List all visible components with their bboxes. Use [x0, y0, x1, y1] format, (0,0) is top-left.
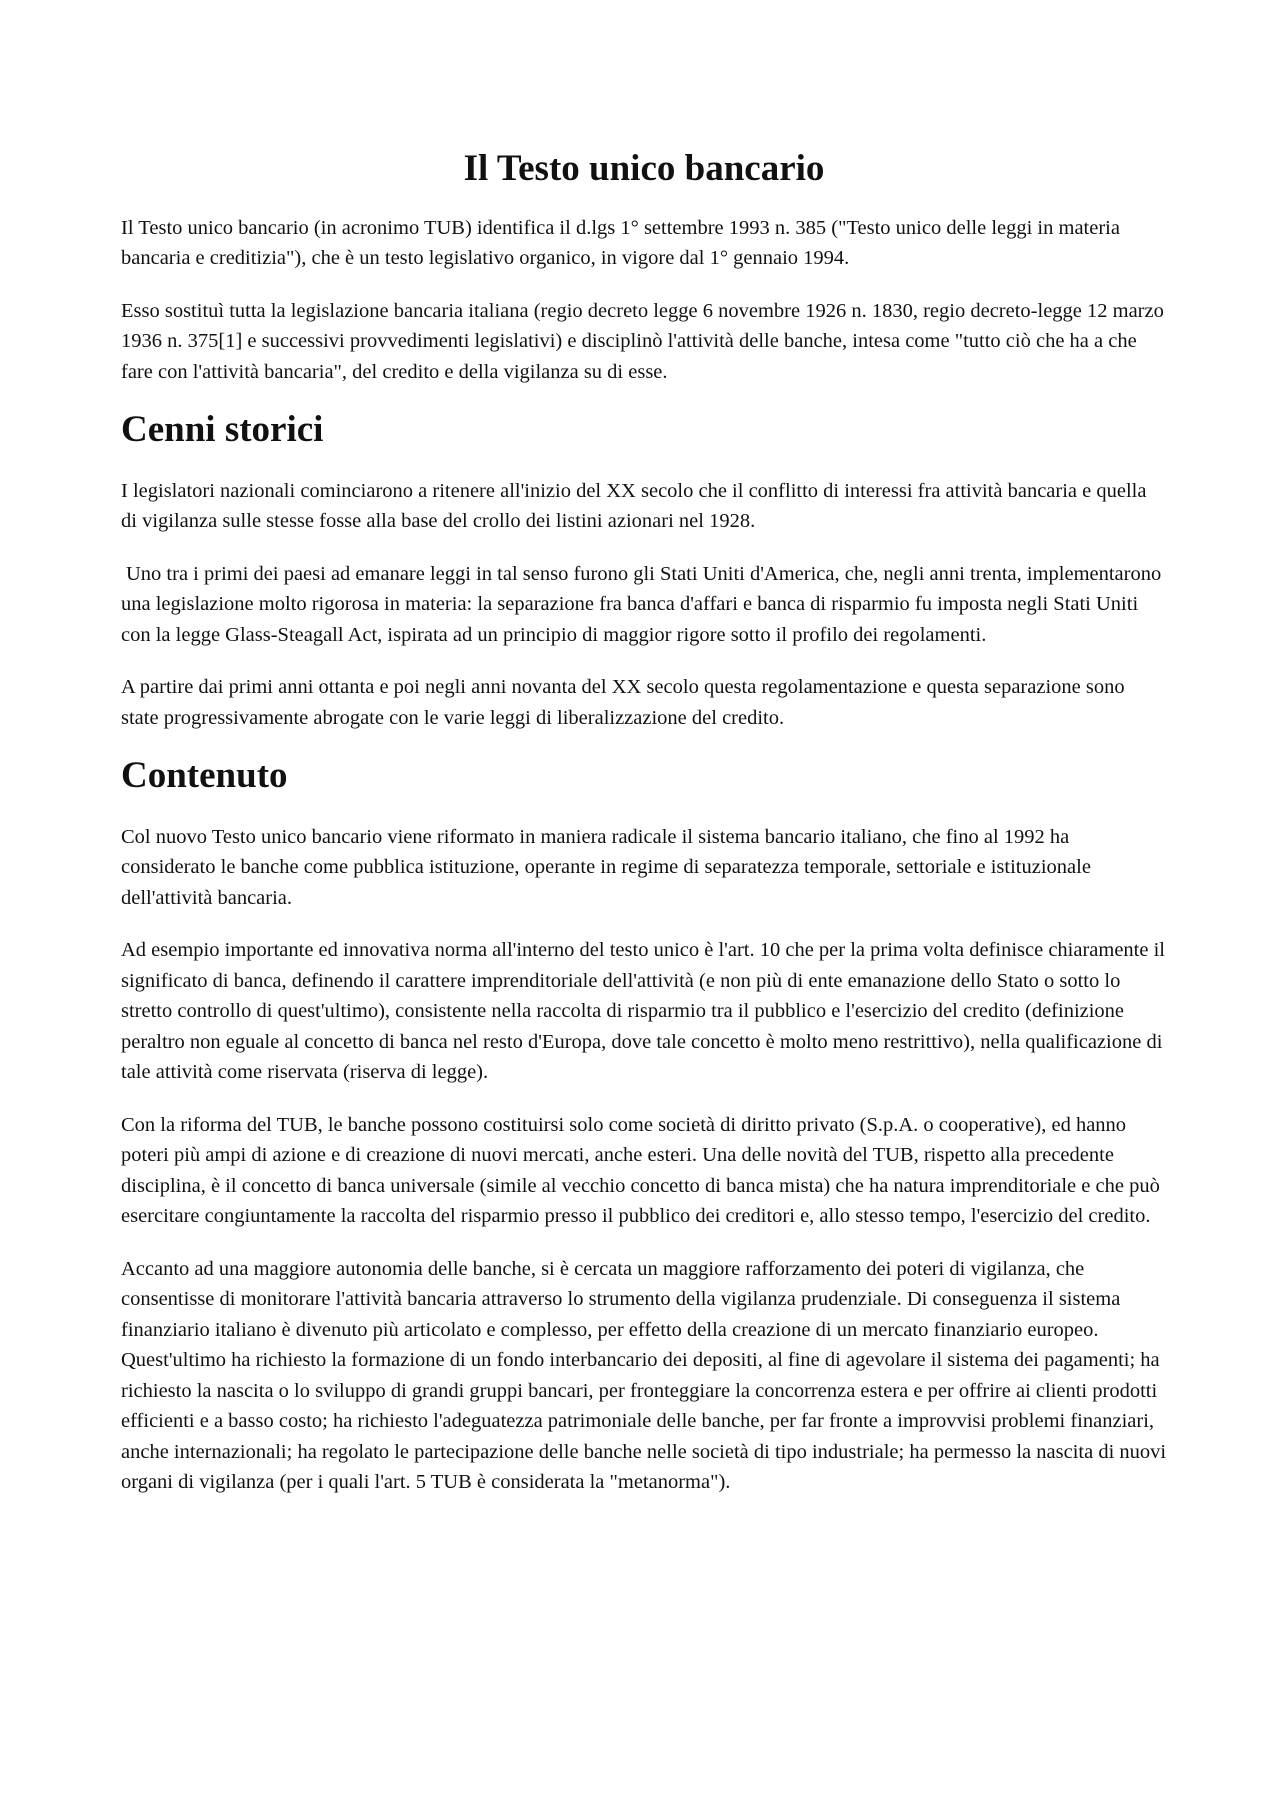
- section-paragraph: Col nuovo Testo unico bancario viene riformato in maniera radicale il sistema bancario italiano, che fino al 1992 ha considerato le banche come pubblica istituzione, operante in regime di separatezza temporale, settoriale e istituzionale dell'attività bancaria.: [121, 825, 1091, 909]
- intro-paragraph: Esso sostituì tutta la legislazione bancaria italiana (regio decreto legge 6 novembre 1926 n. 1830, regio decreto-legge 12 marzo 1936 n. 375[1] e successivi provvedimenti legislativi) e disciplinò l'attività delle banche, intesa come "tutto ciò che ha a che fare con l'attività bancaria", del credito e della vigilanza su di esse.: [121, 299, 1164, 383]
- section-heading-contenuto: Contenuto: [121, 755, 288, 797]
- document-title: Il Testo unico bancario: [463, 148, 825, 189]
- intro-paragraph: Il Testo unico bancario (in acronimo TUB) identifica il d.lgs 1° settembre 1993 n. 385 ("Testo unico delle leggi in materia bancaria e creditizia"), che è un testo legislativo organico, in vigore dal 1° gennaio 1994.: [121, 216, 1120, 270]
- document-page: [121, 148, 1167, 1520]
- section-paragraph: Con la riforma del TUB, le banche possono costituirsi solo come società di diritto privato (S.p.A. o cooperative), ed hanno poteri più ampi di azione e di creazione di nuovi mercati, anche esteri. Una delle novità del TUB, rispetto alla precedente disciplina, è il concetto di banca universale (simile al vecchio concetto di banca mista) che ha natura imprenditoriale e che può esercitare congiuntamente la raccolta del risparmio presso il pubblico dei creditori e, allo stesso tempo, l'esercizio del credito.: [121, 1113, 1160, 1228]
- section-paragraph: Ad esempio importante ed innovativa norma all'interno del testo unico è l'art. 10 che per la prima volta definisce chiaramente il significato di banca, definendo il carattere imprenditoriale dell'attività (e non più di ente emanazione dello Stato o sotto lo stretto controllo di quest'ultimo), consistente nella raccolta di risparmio tra il pubblico e l'esercizio del credito (definizione peraltro non eguale al concetto di banca nel resto d'Europa, dove tale concetto è molto meno restrittivo), nella qualificazione di tale attività come riservata (riserva di legge).: [121, 939, 1165, 1084]
- section-paragraph: A partire dai primi anni ottanta e poi negli anni novanta del XX secolo questa regolamentazione e questa separazione sono state progressivamente abrogate con le varie leggi di liberalizzazione del credito.: [121, 676, 1125, 729]
- section-paragraph: Uno tra i primi dei paesi ad emanare leggi in tal senso furono gli Stati Uniti d'America, che, negli anni trenta, implementarono una legislazione molto rigorosa in materia: la separazione fra banca d'affari e banca di risparmio fu imposta negli Stati Uniti con la legge Glass-Steagall Act, ispirata ad un principio di maggior rigore sotto il profilo dei regolamenti.: [121, 562, 1162, 646]
- section-paragraph: I legislatori nazionali cominciarono a ritenere all'inizio del XX secolo che il conflitto di interessi fra attività bancaria e quella di vigilanza sulle stesse fosse alla base del crollo dei listini azionari nel 1928.: [121, 479, 1147, 533]
- section-heading-cenni-storici: Cenni storici: [121, 409, 324, 451]
- section-paragraph: Accanto ad una maggiore autonomia delle banche, si è cercata un maggiore rafforzamento dei poteri di vigilanza, che consentisse di monitorare l'attività bancaria attraverso lo strumento della vigilanza prudenziale. Di conseguenza il sistema finanziario italiano è divenuto più articolato e complesso, per effetto della creazione di un mercato finanziario europeo. Quest'ultimo ha richiesto la formazione di un fondo interbancario dei depositi, al fine di agevolare il sistema dei pagamenti; ha richiesto la nascita o lo sviluppo di grandi gruppi bancari, per fronteggiare la concorrenza estera e per offrire ai clienti prodotti efficienti e a basso costo; ha richiesto l'adeguatezza patrimoniale delle banche, per far fronte a improvvisi problemi finanziari, anche internazionali; ha regolato le partecipazione delle banche nelle società di tipo industriale; ha permesso la nascita di nuovi organi di vigilanza (per i quali l'art. 5 TUB è considerata la "metanorma").: [121, 1257, 1167, 1494]
